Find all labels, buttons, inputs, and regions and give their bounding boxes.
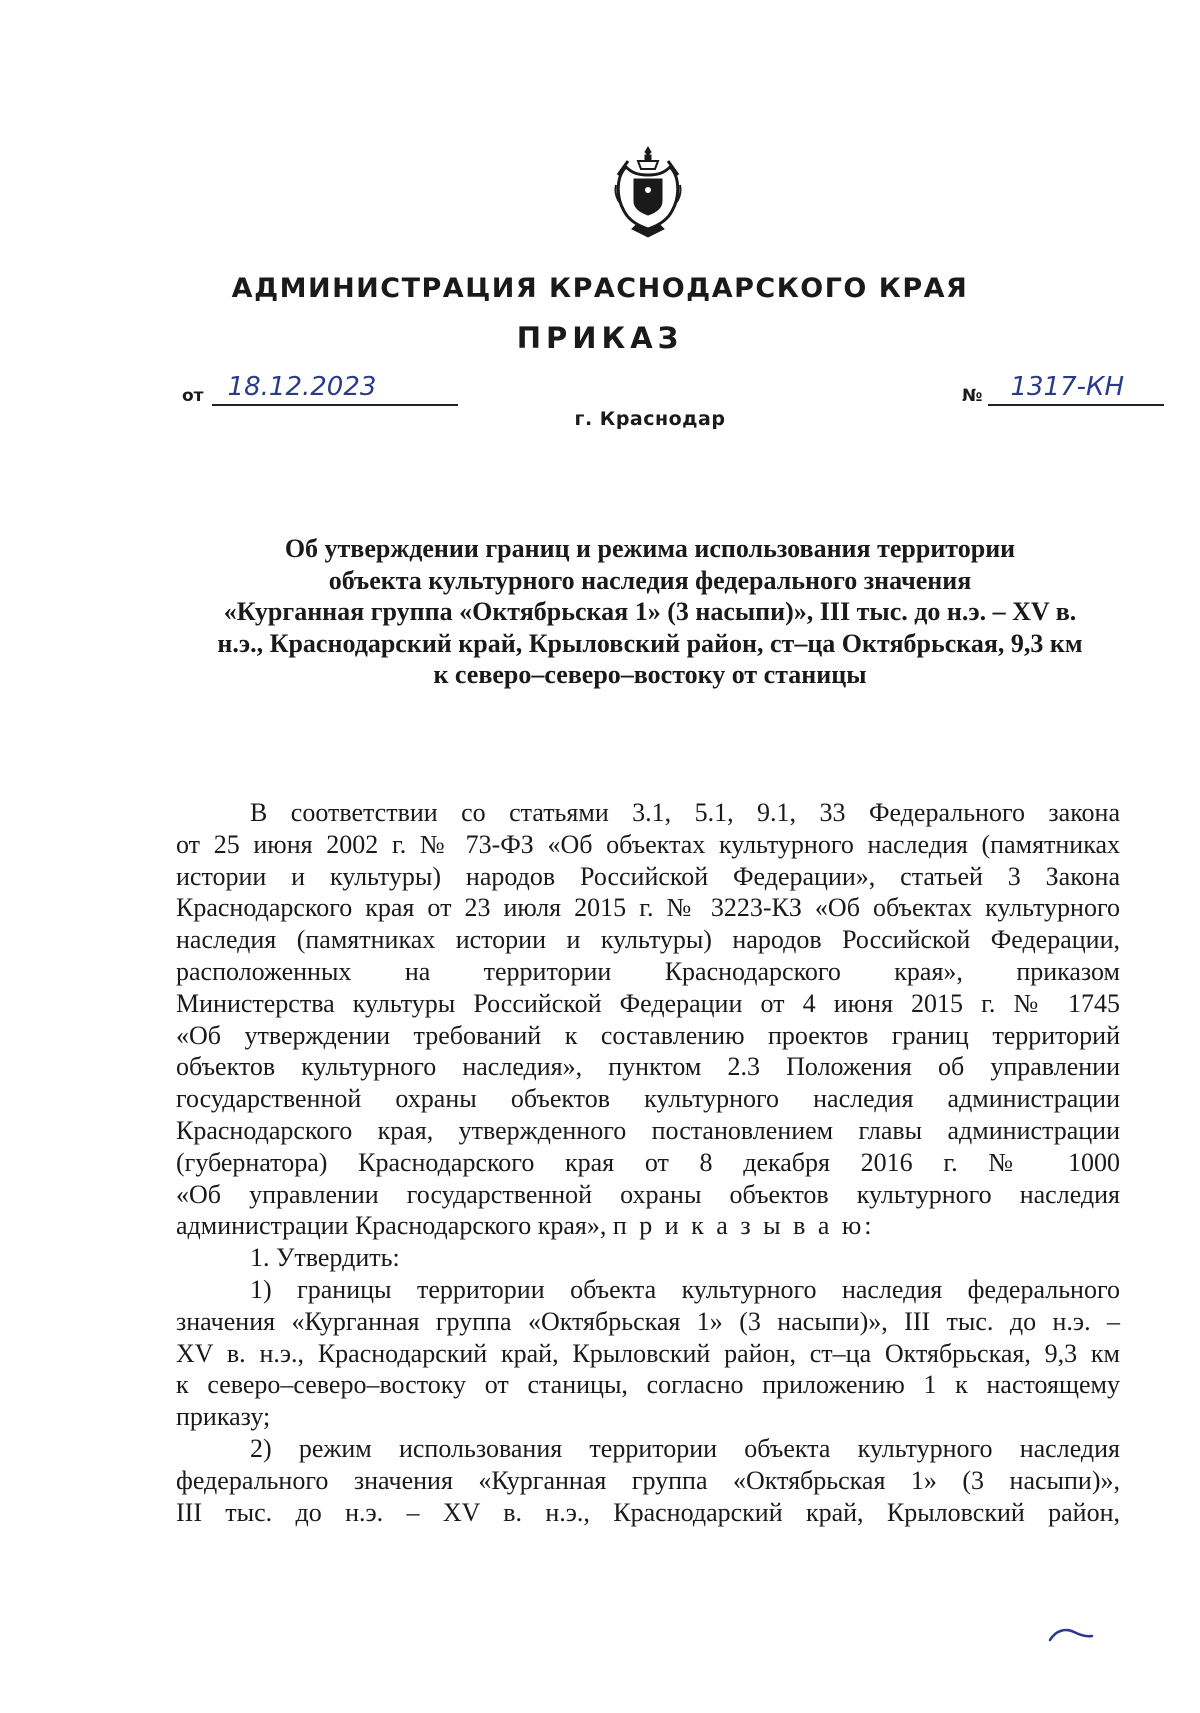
subject-line: н.э., Краснодарский край, Крыловский район, ст–ца Октябрьская, 9,3 км xyxy=(217,628,1083,658)
organization-title: АДМИНИСТРАЦИЯ КРАСНОДАРСКОГО КРАЯ xyxy=(231,273,969,304)
date-value: 18.12.2023 xyxy=(212,372,458,406)
number-label: № xyxy=(962,386,983,406)
body-line: значения «Курганная группа «Октябрьская 1» (3 насыпи)», III тыс. до н.э. – xyxy=(176,1306,1120,1336)
body-line: к северо–северо–востоку от станицы, согласно приложению 1 к настоящему xyxy=(176,1370,1120,1400)
subject-line: объекта культурного наследия федерального значения xyxy=(328,565,972,595)
document-type: ПРИКАЗ xyxy=(516,321,684,355)
body-line: федерального значения «Курганная группа «Октябрьская 1» (3 насыпи)», xyxy=(176,1465,1120,1495)
order-verb: п р и к а з ы в а ю: xyxy=(612,1211,875,1241)
body-line: истории и культуры) народов Российской Федерации», статьей 3 Закона xyxy=(176,861,1120,891)
body-line: XV в. н.э., Краснодарский край, Крыловский район, ст–ца Октябрьская, 9,3 км xyxy=(176,1338,1120,1368)
handwritten-mark xyxy=(1046,1624,1096,1648)
body-line: 2) режим использования территории объекта культурного наследия xyxy=(250,1433,1120,1463)
number-field xyxy=(962,372,1164,412)
body-line: приказу; xyxy=(176,1402,271,1432)
body-line: государственной охраны объектов культурного наследия администрации xyxy=(176,1084,1120,1114)
body-line: от 25 июня 2002 г. № 73-ФЗ «Об объектах культурного наследия (памятниках xyxy=(176,829,1120,859)
body-line-start: администрации Краснодарского края», xyxy=(176,1211,613,1241)
city: г. Краснодар xyxy=(574,408,726,430)
body-line: (губернатора) Краснодарского края от 8 декабря 2016 г. № 1000 xyxy=(176,1147,1120,1177)
body-line xyxy=(176,1210,1120,1242)
body-line: III тыс. до н.э. – XV в. н.э., Краснодарский край, Крыловский район, xyxy=(176,1497,1120,1527)
body-line: Краснодарского края от 23 июля 2015 г. № 3223-КЗ «Об объектах культурного xyxy=(176,893,1120,923)
coat-of-arms-emblem xyxy=(612,145,684,241)
subject-line: «Курганная группа «Октябрьская 1» (3 насыпи)», III тыс. до н.э. – XV в. xyxy=(223,597,1077,626)
date-field xyxy=(182,372,458,412)
date-label: от xyxy=(182,386,204,406)
body-line: 1) границы территории объекта культурного наследия федерального xyxy=(250,1274,1120,1304)
document-body xyxy=(176,797,1120,1528)
body-line: объектов культурного наследия», пунктом 2.3 Положения об управлении xyxy=(176,1052,1120,1082)
body-line: «Об управлении государственной охраны объектов культурного наследия xyxy=(176,1179,1120,1209)
city-line xyxy=(0,408,1200,430)
subject-line: к северо–северо–востоку от станицы xyxy=(433,660,867,689)
body-line: «Об утверждении требований к составлению проектов границ территорий xyxy=(176,1020,1120,1050)
number-value: 1317-КН xyxy=(988,372,1164,406)
body-line: 1. Утвердить: xyxy=(250,1243,400,1273)
document-subject xyxy=(180,533,1120,691)
body-line: Краснодарского края, утвержденного постановлением главы администрации xyxy=(176,1115,1120,1145)
body-line: наследия (памятниках истории и культуры) народов Российской Федерации, xyxy=(176,925,1120,955)
body-line: Министерства культуры Российской Федерации от 4 июня 2015 г. № 1745 xyxy=(176,988,1120,1018)
body-line: В соответствии со статьями 3.1, 5.1, 9.1, 33 Федерального закона xyxy=(250,798,1120,827)
subject-line: Об утверждении границ и режима использования территории xyxy=(284,534,1016,563)
body-line: расположенных на территории Краснодарского края», приказом xyxy=(176,956,1120,986)
